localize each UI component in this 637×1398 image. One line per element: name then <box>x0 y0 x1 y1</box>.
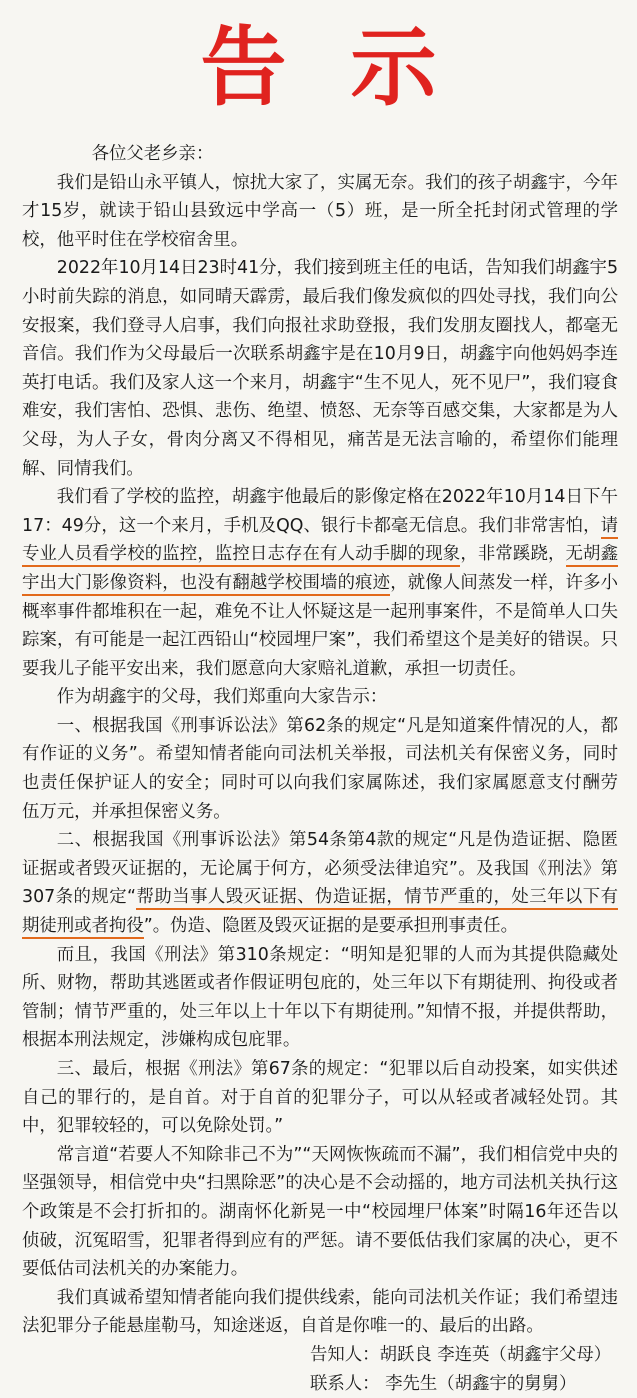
underlined-no-footage: 无胡鑫宇出大门影像资料，也没有翻越学校围墙的痕迹 <box>22 544 618 596</box>
signature-line: 告知人：胡跃良 李连英（胡鑫宇父母） <box>310 1344 612 1365</box>
underlined-surveillance-log: 请专业人员看学校的监控，监控日志存在有人动手脚的现象 <box>22 516 618 568</box>
underlined-article-307: 帮助当事人毁灭证据、伪造证据，情节严重的，处三年以下有期徒刑或者拘役 <box>22 887 618 939</box>
point-two-text-1: 二、根据我国《刑事诉讼法》第54条第4款的规定“凡是伪造证据、隐匿证据或者毁灭证据的，无论属于何方，必须受法律追究”。及我国《刑法》第307条的规定“ <box>22 830 618 908</box>
paragraph-surveillance <box>22 483 618 683</box>
paragraph-intro: 我们是铅山永平镇人，惊扰大家了，实属无奈。我们的孩子胡鑫宇，今年才15岁，就读于铅山县致远中学高一（5）班，是一所全托封闭式管理的学校，他平时住在学校宿舍里。 <box>22 172 618 250</box>
paragraph-point-three: 三、最后，根据《刑法》第67条的规定：“犯罪以后自动投案，如实供述自己的罪行的，是自首。对于自首的犯罪分子，可以从轻或者减轻处罚。其中，犯罪较轻的，可以免除处罚。” <box>22 1059 618 1137</box>
paragraph-point-two <box>22 826 618 940</box>
surveillance-text-1: 我们看了学校的监控，胡鑫宇他最后的影像定格在2022年10月14日下午17：49分，这一个来月，手机及QQ、银行卡都毫无信息。我们非常害怕， <box>22 487 618 536</box>
surveillance-text-2: ，非常蹊跷， <box>460 544 566 565</box>
paragraph-appeal: 我们真诚希望知情者能向我们提供线索，能向司法机关作证；我们希望违法犯罪分子能悬崖勒马，知途迷返，自首是你唯一的、最后的出路。 <box>22 1287 618 1337</box>
paragraph-announcement-lead: 作为胡鑫宇的父母，我们郑重向大家告示： <box>56 687 388 708</box>
point-two-text-2: ”。伪造、隐匿及毁灭证据的是要承担刑事责任。 <box>143 916 518 937</box>
surveillance-text-3: ，就像人间蒸发一样，许多小概率事件都堆积在一起，难免不让人怀疑这是一起刑事案件，不是简单人口失踪案，有可能是一起江西铅山“校园埋尸案”，我们希望这个是美好的错误。只要我儿子能平安出来，我们愿意向大家赔礼道歉，承担一切责任。 <box>22 572 618 679</box>
contact-line: 联系人： 李先生（胡鑫宇的舅舅） <box>310 1373 577 1394</box>
paragraph-point-one: 一、根据我国《刑事诉讼法》第62条的规定“凡是知道案件情况的人，都有作证的义务”。希望知情者能向司法机关举报，司法机关有保密义务，同时也责任保护证人的安全；同时可以向我们家属陈述，我们家属愿意支付酬劳 伍万元，并承担保密义务。 <box>22 715 618 822</box>
greeting: 各位父老乡亲： <box>91 144 214 164</box>
paragraph-saying: 常言道“若要人不知除非己不为”“天网恢恢疏而不漏”，我们相信党中央的坚强领导，相信党中央“扫黑除恶”的决心是不会动摇的，地方司法机关执行这个政策是不会打折扣的。湖南怀化新晃一中“校园埋尸体案”时隔16年还告以侦破，沉冤昭雪，犯罪者得到应有的严惩。请不要低估我们家属的决心，更不要低估司法机关的办案能力。 <box>22 1144 618 1280</box>
notice-body <box>22 140 618 1398</box>
notice-title: 告示 <box>200 17 501 118</box>
paragraph-article-310: 而且，我国《刑法》第310条规定：“明知是犯罪的人而为其提供隐藏处所、财物，帮助其逃匿或者作假证明包庇的，处三年以下有期徒刑、拘役或者管制；情节严重的，处三年以上十年以下有期徒刑。”知情不报，并提供帮助，根据本刑法规定，涉嫌构成包庇罪。 <box>22 944 618 1051</box>
paragraph-disappearance: 2022年10月14日23时41分，我们接到班主任的电话，告知我们胡鑫宇5小时前失踪的消息，如同晴天霹雳，最后我们像发疯似的四处寻找，我们向公安报案，我们登寻人启事，我们向报社求助登报，我们发朋友圈找人，都毫无音信。我们作为父母最后一次联系胡鑫宇是在10月9日，胡鑫宇向他妈妈李连英打电话。我们及家人这一个来月，胡鑫宇“生不见人，死不见尸”，我们寝食难安，我们害怕、恐惧、悲伤、绝望、愤怒、无奈等百感交集，大家都是为人父母，为人子女，骨肉分离又不得相见，痛苦是无法言喻的，希望你们能理解、同情我们。 <box>22 258 619 479</box>
